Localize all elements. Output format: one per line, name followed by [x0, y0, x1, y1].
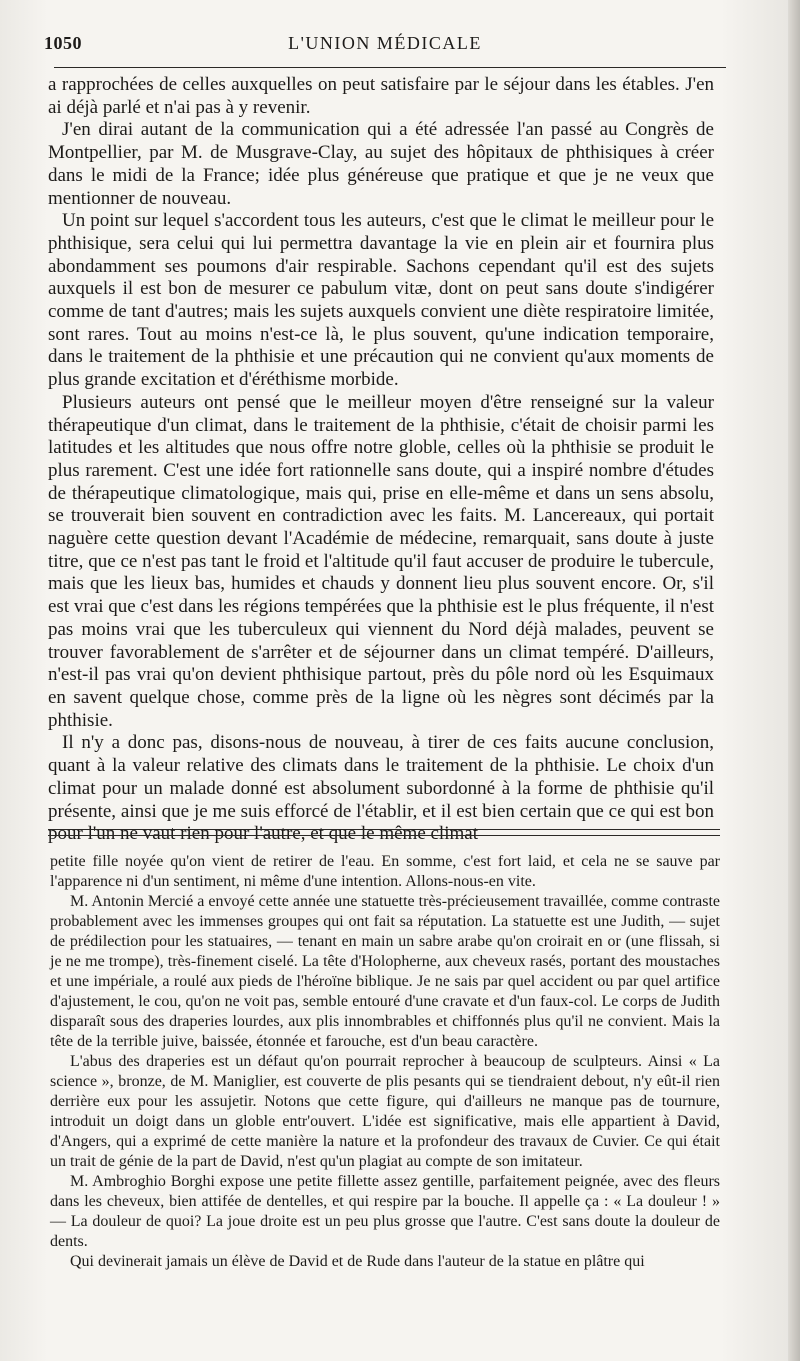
feuilleton	[50, 852, 720, 1272]
main-paragraph: Un point sur lequel s'accordent tous les auteurs, c'est que le climat le meilleur pour le phthisique, sera celui qui lui permettra davantage la vie en plein air et fournira plus abondamment ses poumons d'air respirable. Sachons cependant qu'il est des sujets auxquels il est bon de mesurer ce pabulum vitæ, dont on peut sans doute s'indigérer comme de tant d'autres; mais les sujets auxquels convient une diète respiratoire limitée, sont rares. Tout au moins n'est-ce là, le plus souvent, qu'une indication temporaire, dans le traitement de la phthisie et une précaution qui ne convient qu'aux moments de plus grande excitation et d'éréthisme morbide.	[48, 210, 714, 391]
header-rule	[54, 67, 726, 68]
feuilleton-paragraph: M. Antonin Mercié a envoyé cette année une statuette très-précieusement travaillée, comme contraste probablement avec les immenses groupes qui ont fait sa réputation. La statuette est une Judith, — sujet de prédilection pour les statuaires, — tenant en main un sabre arabe qu'on croirait en or (une flissah, si je ne me trompe), très-finement ciselé. La tête d'Holopherne, aux cheveux rasés, portant des moustaches et une impériale, a roulé aux pieds de l'héroïne biblique. Je ne sais par quel accident ou par quel artifice d'ajustement, le cou, qu'on ne voit pas, semble entouré d'une cravate et d'un faux-col. Le corps de Judith disparaît sous des draperies lourdes, aux plis innombrables et chiffonnés plus qu'il ne convient. Mais la tête de la terrible juive, baissée, étonnée et farouche, est d'un beau caractère.	[50, 893, 720, 1050]
feuilleton-separator	[48, 829, 720, 836]
main-paragraph: Il n'y a donc pas, disons-nous de nouveau, à tirer de ces faits aucune conclusion, quant à la valeur relative des climats dans le traitement de la phthisie. Le choix d'un climat pour un malade donné est absolument subordonné à la forme de phthisie qu'il présente, ainsi que je me suis efforcé de l'établir, et il est bien certain que ce qui est bon pour l'un ne vaut rien pour l'autre, et que le même climat	[48, 732, 714, 845]
main-article	[48, 74, 714, 846]
running-header	[44, 33, 726, 59]
page-number: 1050	[44, 33, 82, 53]
main-paragraph: J'en dirai autant de la communication qui a été adressée l'an passé au Congrès de Montpellier, par M. de Musgrave-Clay, au sujet des hôpitaux de phthisiques à créer dans le midi de la France; idée plus généreuse que pratique et que je ne veux que mentionner de nouveau.	[48, 119, 714, 209]
feuilleton-paragraph: petite fille noyée qu'on vient de retirer de l'eau. En somme, c'est fort laid, et cela ne se sauve par l'apparence ni d'un sentiment, ni même d'une intention. Allons-nous-en vite.	[50, 853, 720, 890]
feuilleton-paragraph: L'abus des draperies est un défaut qu'on pourrait reprocher à beaucoup de sculpteurs. Ainsi « La science », bronze, de M. Maniglier, est couverte de plis pesants qui se tiendraient debout, n'y eût-il rien derrière eux pour les assujetir. Notons que cette figure, qui d'ailleurs ne manque pas de tournure, introduit un doigt dans un globle entr'ouvert. L'idée est significative, mais elle appartient à David, d'Angers, qui a exprimé de cette manière la nature et la profondeur des travaux de Cuvier. Ce qui était un trait de génie de la part de David, n'est qu'un plagiat au compte de son imitateur.	[50, 1053, 720, 1170]
feuilleton-paragraph: M. Ambroghio Borghi expose une petite fillette assez gentille, parfaitement peignée, avec des fleurs dans les cheveux, bien attifée de dentelles, et qui respire par la bouche. Il appelle ça : « La douleur ! » — La douleur de quoi? La joue droite est un peu plus grosse que l'autre. C'est sans doute la douleur de dents.	[50, 1173, 720, 1250]
page-edge	[788, 0, 800, 1361]
journal-title: L'UNION MÉDICALE	[288, 33, 482, 53]
main-paragraph: Plusieurs auteurs ont pensé que le meilleur moyen d'être renseigné sur la valeur thérapeutique d'un climat, dans le traitement de la phthisie, c'était de choisir parmi les latitudes et les altitudes que nous offre notre globle, celles où la phthisie se produit le plus rarement. C'est une idée fort rationnelle sans doute, qui a inspiré nombre d'études de thérapeutique climatologique, mais qui, prise en elle-même et dans un sens absolu, se trouverait bien souvent en contradiction avec les faits. M. Lancereaux, qui portait naguère cette question devant l'Académie de médecine, remarquait, sans doute à juste titre, que ce n'est pas tant le froid et l'altitude qu'il faut accuser de produire le tubercule, mais que les lieux bas, humides et chauds y donnent lieu plus souvent encore. Or, s'il est vrai que c'est dans les régions tempérées que la phthisie est le plus fréquente, il n'est pas moins vrai que les tuberculeux qui viennent du Nord déjà malades, peuvent se trouver favorablement de s'arrêter et de séjourner dans un climat tempéré. D'ailleurs, n'est-il pas vrai qu'on devient phthisique partout, près du pôle nord où les Esquimaux en savent quelque chose, comme près de la ligne où les nègres sont décimés par la phthisie.	[48, 391, 714, 731]
feuilleton-paragraph: Qui devinerait jamais un élève de David et de Rude dans l'auteur de la statue en plâtre qui	[70, 1253, 645, 1270]
main-paragraph: a rapprochées de celles auxquelles on peut satisfaire par le séjour dans les étables. J'en ai déjà parlé et n'ai pas à y revenir.	[48, 74, 714, 118]
